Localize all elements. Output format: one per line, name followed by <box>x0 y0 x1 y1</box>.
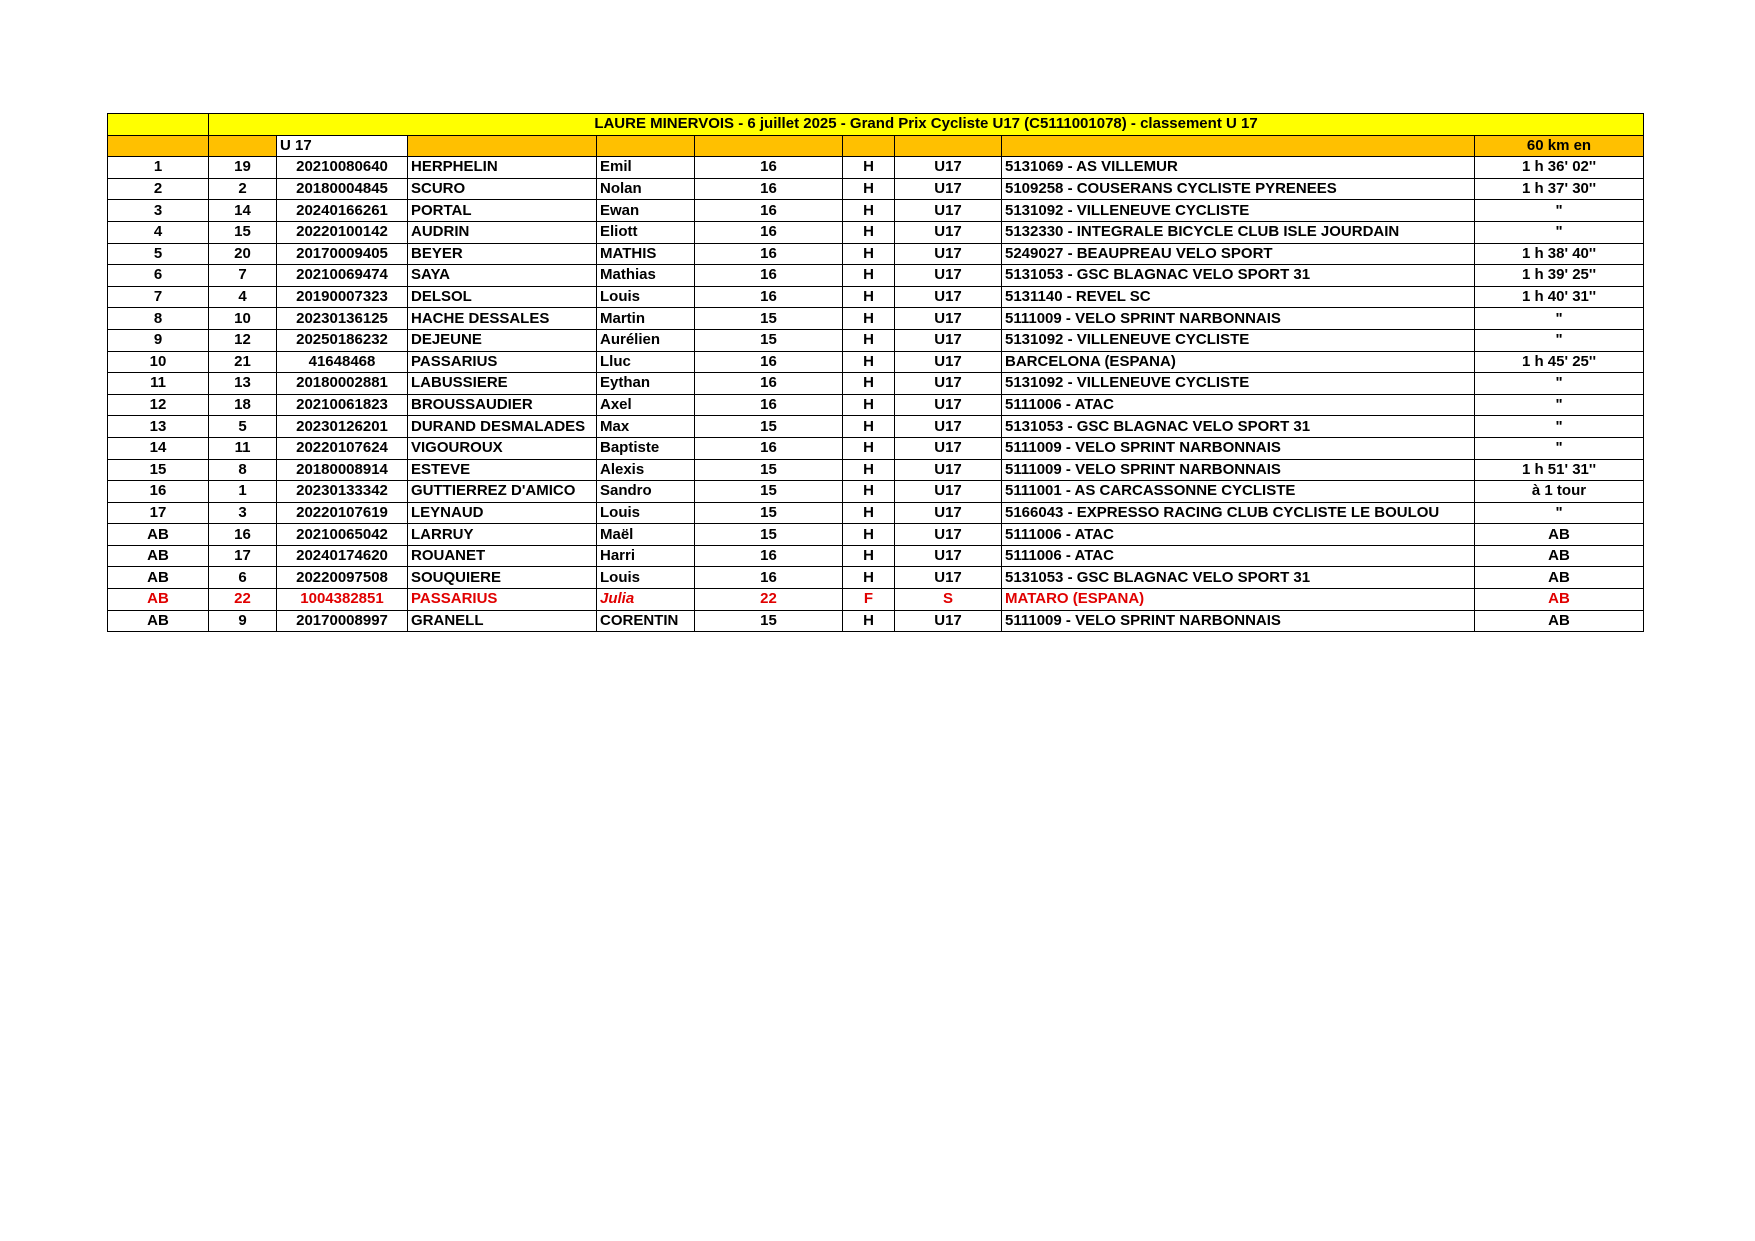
cell-first: MATHIS <box>597 243 695 265</box>
cell-place: 17 <box>108 502 209 524</box>
cell-bib: 4 <box>209 286 277 308</box>
cell-age: 16 <box>695 178 843 200</box>
cell-place: 15 <box>108 459 209 481</box>
header-cell-age <box>695 135 843 157</box>
cell-age: 16 <box>695 394 843 416</box>
cell-time: AB <box>1475 524 1644 546</box>
cell-sex: H <box>843 481 895 503</box>
header-cell-first <box>597 135 695 157</box>
cell-club: 5131069 - AS VILLEMUR <box>1002 157 1475 179</box>
table-row <box>108 243 1644 265</box>
cell-sex: H <box>843 308 895 330</box>
table-row <box>108 545 1644 567</box>
cell-age: 15 <box>695 481 843 503</box>
cell-place: 5 <box>108 243 209 265</box>
cell-age: 22 <box>695 589 843 611</box>
cell-bib: 1 <box>209 481 277 503</box>
cell-license: 20230133342 <box>277 481 408 503</box>
cell-time: " <box>1475 394 1644 416</box>
cell-sex: H <box>843 286 895 308</box>
table-row <box>108 481 1644 503</box>
cell-sex: H <box>843 157 895 179</box>
cell-bib: 9 <box>209 610 277 632</box>
cell-place: 9 <box>108 329 209 351</box>
cell-bib: 6 <box>209 567 277 589</box>
cell-cat: U17 <box>895 373 1002 395</box>
cell-club: 5111001 - AS CARCASSONNE CYCLISTE <box>1002 481 1475 503</box>
cell-first: Sandro <box>597 481 695 503</box>
cell-cat: U17 <box>895 329 1002 351</box>
cell-license: 20220097508 <box>277 567 408 589</box>
cell-name: PASSARIUS <box>408 589 597 611</box>
cell-time: " <box>1475 437 1644 459</box>
cell-sex: H <box>843 545 895 567</box>
cell-first: Aurélien <box>597 329 695 351</box>
cell-name: DEJEUNE <box>408 329 597 351</box>
cell-age: 16 <box>695 200 843 222</box>
cell-license: 1004382851 <box>277 589 408 611</box>
cell-license: 20240174620 <box>277 545 408 567</box>
cell-place: 11 <box>108 373 209 395</box>
table-row <box>108 437 1644 459</box>
cell-place: 10 <box>108 351 209 373</box>
cell-place: 16 <box>108 481 209 503</box>
cell-place: 7 <box>108 286 209 308</box>
cell-sex: F <box>843 589 895 611</box>
cell-time: " <box>1475 373 1644 395</box>
cell-age: 16 <box>695 243 843 265</box>
cell-bib: 13 <box>209 373 277 395</box>
cell-first: Eliott <box>597 221 695 243</box>
cell-time: 1 h 40' 31'' <box>1475 286 1644 308</box>
cell-place: 13 <box>108 416 209 438</box>
cell-club: 5131053 - GSC BLAGNAC VELO SPORT 31 <box>1002 567 1475 589</box>
table-row <box>108 567 1644 589</box>
cell-place: AB <box>108 610 209 632</box>
cell-bib: 21 <box>209 351 277 373</box>
cell-place: 3 <box>108 200 209 222</box>
cell-age: 16 <box>695 351 843 373</box>
cell-age: 16 <box>695 545 843 567</box>
cell-license: 20180004845 <box>277 178 408 200</box>
cell-license: 20230126201 <box>277 416 408 438</box>
cell-sex: H <box>843 437 895 459</box>
cell-sex: H <box>843 610 895 632</box>
cell-club: 5111006 - ATAC <box>1002 524 1475 546</box>
cell-age: 15 <box>695 610 843 632</box>
cell-first: Max <box>597 416 695 438</box>
cell-time: 1 h 45' 25'' <box>1475 351 1644 373</box>
cell-place: 4 <box>108 221 209 243</box>
cell-cat: U17 <box>895 221 1002 243</box>
cell-time: AB <box>1475 610 1644 632</box>
cell-time: 1 h 36' 02'' <box>1475 157 1644 179</box>
header-cell-cat <box>895 135 1002 157</box>
cell-first: Nolan <box>597 178 695 200</box>
cell-cat: U17 <box>895 286 1002 308</box>
cell-name: SCURO <box>408 178 597 200</box>
cell-time: 1 h 51' 31'' <box>1475 459 1644 481</box>
cell-cat: U17 <box>895 265 1002 287</box>
cell-bib: 14 <box>209 200 277 222</box>
cell-sex: H <box>843 265 895 287</box>
cell-first: Harri <box>597 545 695 567</box>
cell-bib: 18 <box>209 394 277 416</box>
cell-time: " <box>1475 308 1644 330</box>
cell-sex: H <box>843 221 895 243</box>
title-spacer-cell <box>108 114 209 136</box>
cell-club: BARCELONA (ESPANA) <box>1002 351 1475 373</box>
cell-club: 5111006 - ATAC <box>1002 545 1475 567</box>
cell-bib: 5 <box>209 416 277 438</box>
cell-license: 20210069474 <box>277 265 408 287</box>
cell-sex: H <box>843 459 895 481</box>
cell-first: Alexis <box>597 459 695 481</box>
cell-age: 16 <box>695 286 843 308</box>
cell-club: 5131092 - VILLENEUVE CYCLISTE <box>1002 329 1475 351</box>
cell-club: 5131053 - GSC BLAGNAC VELO SPORT 31 <box>1002 416 1475 438</box>
cell-cat: U17 <box>895 502 1002 524</box>
cell-club: 5249027 - BEAUPREAU VELO SPORT <box>1002 243 1475 265</box>
cell-first: Louis <box>597 567 695 589</box>
cell-name: PORTAL <box>408 200 597 222</box>
table-row <box>108 265 1644 287</box>
cell-sex: H <box>843 416 895 438</box>
table-row <box>108 524 1644 546</box>
cell-cat: U17 <box>895 610 1002 632</box>
table-row <box>108 459 1644 481</box>
cell-time: 1 h 39' 25'' <box>1475 265 1644 287</box>
cell-sex: H <box>843 394 895 416</box>
cell-place: 6 <box>108 265 209 287</box>
cell-club: 5111009 - VELO SPRINT NARBONNAIS <box>1002 437 1475 459</box>
cell-place: 2 <box>108 178 209 200</box>
cell-age: 15 <box>695 329 843 351</box>
header-time-label: 60 km en <box>1475 135 1644 157</box>
cell-sex: H <box>843 373 895 395</box>
cell-club: 5111009 - VELO SPRINT NARBONNAIS <box>1002 610 1475 632</box>
cell-license: 20240166261 <box>277 200 408 222</box>
cell-cat: U17 <box>895 416 1002 438</box>
cell-bib: 7 <box>209 265 277 287</box>
table-row <box>108 221 1644 243</box>
cell-license: 20250186232 <box>277 329 408 351</box>
cell-first: Maël <box>597 524 695 546</box>
cell-license: 20220107624 <box>277 437 408 459</box>
cell-name: HERPHELIN <box>408 157 597 179</box>
cell-place: 1 <box>108 157 209 179</box>
cell-license: 20220107619 <box>277 502 408 524</box>
cell-first: Julia <box>597 589 695 611</box>
cell-time: AB <box>1475 545 1644 567</box>
cell-age: 15 <box>695 502 843 524</box>
cell-club: MATARO (ESPANA) <box>1002 589 1475 611</box>
table-row <box>108 373 1644 395</box>
cell-bib: 15 <box>209 221 277 243</box>
cell-time: " <box>1475 416 1644 438</box>
cell-license: 41648468 <box>277 351 408 373</box>
cell-club: 5131053 - GSC BLAGNAC VELO SPORT 31 <box>1002 265 1475 287</box>
header-cell-name <box>408 135 597 157</box>
cell-cat: U17 <box>895 243 1002 265</box>
cell-name: BROUSSAUDIER <box>408 394 597 416</box>
header-cell-place <box>108 135 209 157</box>
cell-club: 5131140 - REVEL SC <box>1002 286 1475 308</box>
cell-age: 16 <box>695 221 843 243</box>
cell-place: 14 <box>108 437 209 459</box>
cell-time: " <box>1475 200 1644 222</box>
cell-sex: H <box>843 329 895 351</box>
table-row <box>108 394 1644 416</box>
cell-cat: S <box>895 589 1002 611</box>
cell-age: 16 <box>695 437 843 459</box>
cell-time: " <box>1475 221 1644 243</box>
cell-time: AB <box>1475 567 1644 589</box>
header-row <box>108 135 1644 157</box>
cell-bib: 2 <box>209 178 277 200</box>
cell-first: Axel <box>597 394 695 416</box>
table-row <box>108 178 1644 200</box>
cell-place: 12 <box>108 394 209 416</box>
cell-club: 5109258 - COUSERANS CYCLISTE PYRENEES <box>1002 178 1475 200</box>
cell-time: " <box>1475 502 1644 524</box>
cell-cat: U17 <box>895 524 1002 546</box>
cell-club: 5131092 - VILLENEUVE CYCLISTE <box>1002 200 1475 222</box>
table-row <box>108 329 1644 351</box>
cell-sex: H <box>843 524 895 546</box>
cell-club: 5111009 - VELO SPRINT NARBONNAIS <box>1002 308 1475 330</box>
cell-cat: U17 <box>895 459 1002 481</box>
cell-first: Mathias <box>597 265 695 287</box>
cell-bib: 22 <box>209 589 277 611</box>
cell-club: 5111006 - ATAC <box>1002 394 1475 416</box>
table-row <box>108 502 1644 524</box>
cell-name: GUTTIERREZ D'AMICO <box>408 481 597 503</box>
results-table <box>107 113 1644 632</box>
cell-cat: U17 <box>895 437 1002 459</box>
cell-name: LEYNAUD <box>408 502 597 524</box>
cell-license: 20210080640 <box>277 157 408 179</box>
cell-age: 15 <box>695 308 843 330</box>
cell-first: Martin <box>597 308 695 330</box>
cell-cat: U17 <box>895 308 1002 330</box>
cell-first: Baptiste <box>597 437 695 459</box>
cell-club: 5111009 - VELO SPRINT NARBONNAIS <box>1002 459 1475 481</box>
cell-bib: 3 <box>209 502 277 524</box>
cell-first: Eythan <box>597 373 695 395</box>
cell-bib: 12 <box>209 329 277 351</box>
cell-time: 1 h 37' 30'' <box>1475 178 1644 200</box>
cell-name: SOUQUIERE <box>408 567 597 589</box>
cell-cat: U17 <box>895 351 1002 373</box>
cell-license: 20230136125 <box>277 308 408 330</box>
cell-license: 20180008914 <box>277 459 408 481</box>
cell-license: 20190007323 <box>277 286 408 308</box>
cell-name: LABUSSIERE <box>408 373 597 395</box>
table-row <box>108 157 1644 179</box>
cell-first: Louis <box>597 502 695 524</box>
cell-time: 1 h 38' 40'' <box>1475 243 1644 265</box>
cell-name: LARRUY <box>408 524 597 546</box>
cell-place: AB <box>108 524 209 546</box>
cell-cat: U17 <box>895 394 1002 416</box>
cell-bib: 10 <box>209 308 277 330</box>
cell-name: DELSOL <box>408 286 597 308</box>
cell-place: AB <box>108 567 209 589</box>
cell-name: ROUANET <box>408 545 597 567</box>
cell-name: GRANELL <box>408 610 597 632</box>
cell-license: 20210065042 <box>277 524 408 546</box>
title-row <box>108 114 1644 136</box>
cell-cat: U17 <box>895 545 1002 567</box>
cell-bib: 20 <box>209 243 277 265</box>
cell-sex: H <box>843 351 895 373</box>
cell-name: BEYER <box>408 243 597 265</box>
cell-bib: 16 <box>209 524 277 546</box>
table-row <box>108 416 1644 438</box>
cell-first: Emil <box>597 157 695 179</box>
cell-first: CORENTIN <box>597 610 695 632</box>
cell-cat: U17 <box>895 200 1002 222</box>
cell-name: PASSARIUS <box>408 351 597 373</box>
cell-name: ESTEVE <box>408 459 597 481</box>
cell-bib: 19 <box>209 157 277 179</box>
cell-club: 5132330 - INTEGRALE BICYCLE CLUB ISLE JOURDAIN <box>1002 221 1475 243</box>
header-category-label: U 17 <box>277 135 408 157</box>
cell-age: 16 <box>695 373 843 395</box>
cell-license: 20170008997 <box>277 610 408 632</box>
cell-sex: H <box>843 502 895 524</box>
cell-first: Louis <box>597 286 695 308</box>
cell-first: Lluc <box>597 351 695 373</box>
header-cell-bib <box>209 135 277 157</box>
cell-bib: 11 <box>209 437 277 459</box>
cell-sex: H <box>843 243 895 265</box>
cell-cat: U17 <box>895 481 1002 503</box>
header-cell-club <box>1002 135 1475 157</box>
cell-license: 20180002881 <box>277 373 408 395</box>
cell-license: 20220100142 <box>277 221 408 243</box>
cell-name: AUDRIN <box>408 221 597 243</box>
cell-club: 5166043 - EXPRESSO RACING CLUB CYCLISTE LE BOULOU <box>1002 502 1475 524</box>
cell-cat: U17 <box>895 157 1002 179</box>
cell-bib: 17 <box>209 545 277 567</box>
cell-sex: H <box>843 178 895 200</box>
table-row <box>108 308 1644 330</box>
page-title: LAURE MINERVOIS - 6 juillet 2025 - Grand Prix Cycliste U17 (C5111001078) - classement U 17 <box>209 114 1644 136</box>
cell-place: AB <box>108 589 209 611</box>
cell-time: AB <box>1475 589 1644 611</box>
cell-sex: H <box>843 200 895 222</box>
cell-age: 16 <box>695 567 843 589</box>
cell-time: " <box>1475 329 1644 351</box>
cell-name: SAYA <box>408 265 597 287</box>
table-row <box>108 351 1644 373</box>
cell-age: 15 <box>695 459 843 481</box>
cell-club: 5131092 - VILLENEUVE CYCLISTE <box>1002 373 1475 395</box>
cell-time: à 1 tour <box>1475 481 1644 503</box>
table-row <box>108 589 1644 611</box>
cell-age: 15 <box>695 524 843 546</box>
cell-name: HACHE DESSALES <box>408 308 597 330</box>
cell-sex: H <box>843 567 895 589</box>
cell-license: 20170009405 <box>277 243 408 265</box>
cell-age: 15 <box>695 416 843 438</box>
table-row <box>108 286 1644 308</box>
cell-age: 16 <box>695 265 843 287</box>
cell-license: 20210061823 <box>277 394 408 416</box>
cell-age: 16 <box>695 157 843 179</box>
cell-name: DURAND DESMALADES <box>408 416 597 438</box>
table-row <box>108 610 1644 632</box>
table-row <box>108 200 1644 222</box>
header-cell-sex <box>843 135 895 157</box>
cell-first: Ewan <box>597 200 695 222</box>
cell-name: VIGOUROUX <box>408 437 597 459</box>
cell-cat: U17 <box>895 178 1002 200</box>
cell-cat: U17 <box>895 567 1002 589</box>
cell-bib: 8 <box>209 459 277 481</box>
cell-place: AB <box>108 545 209 567</box>
cell-place: 8 <box>108 308 209 330</box>
